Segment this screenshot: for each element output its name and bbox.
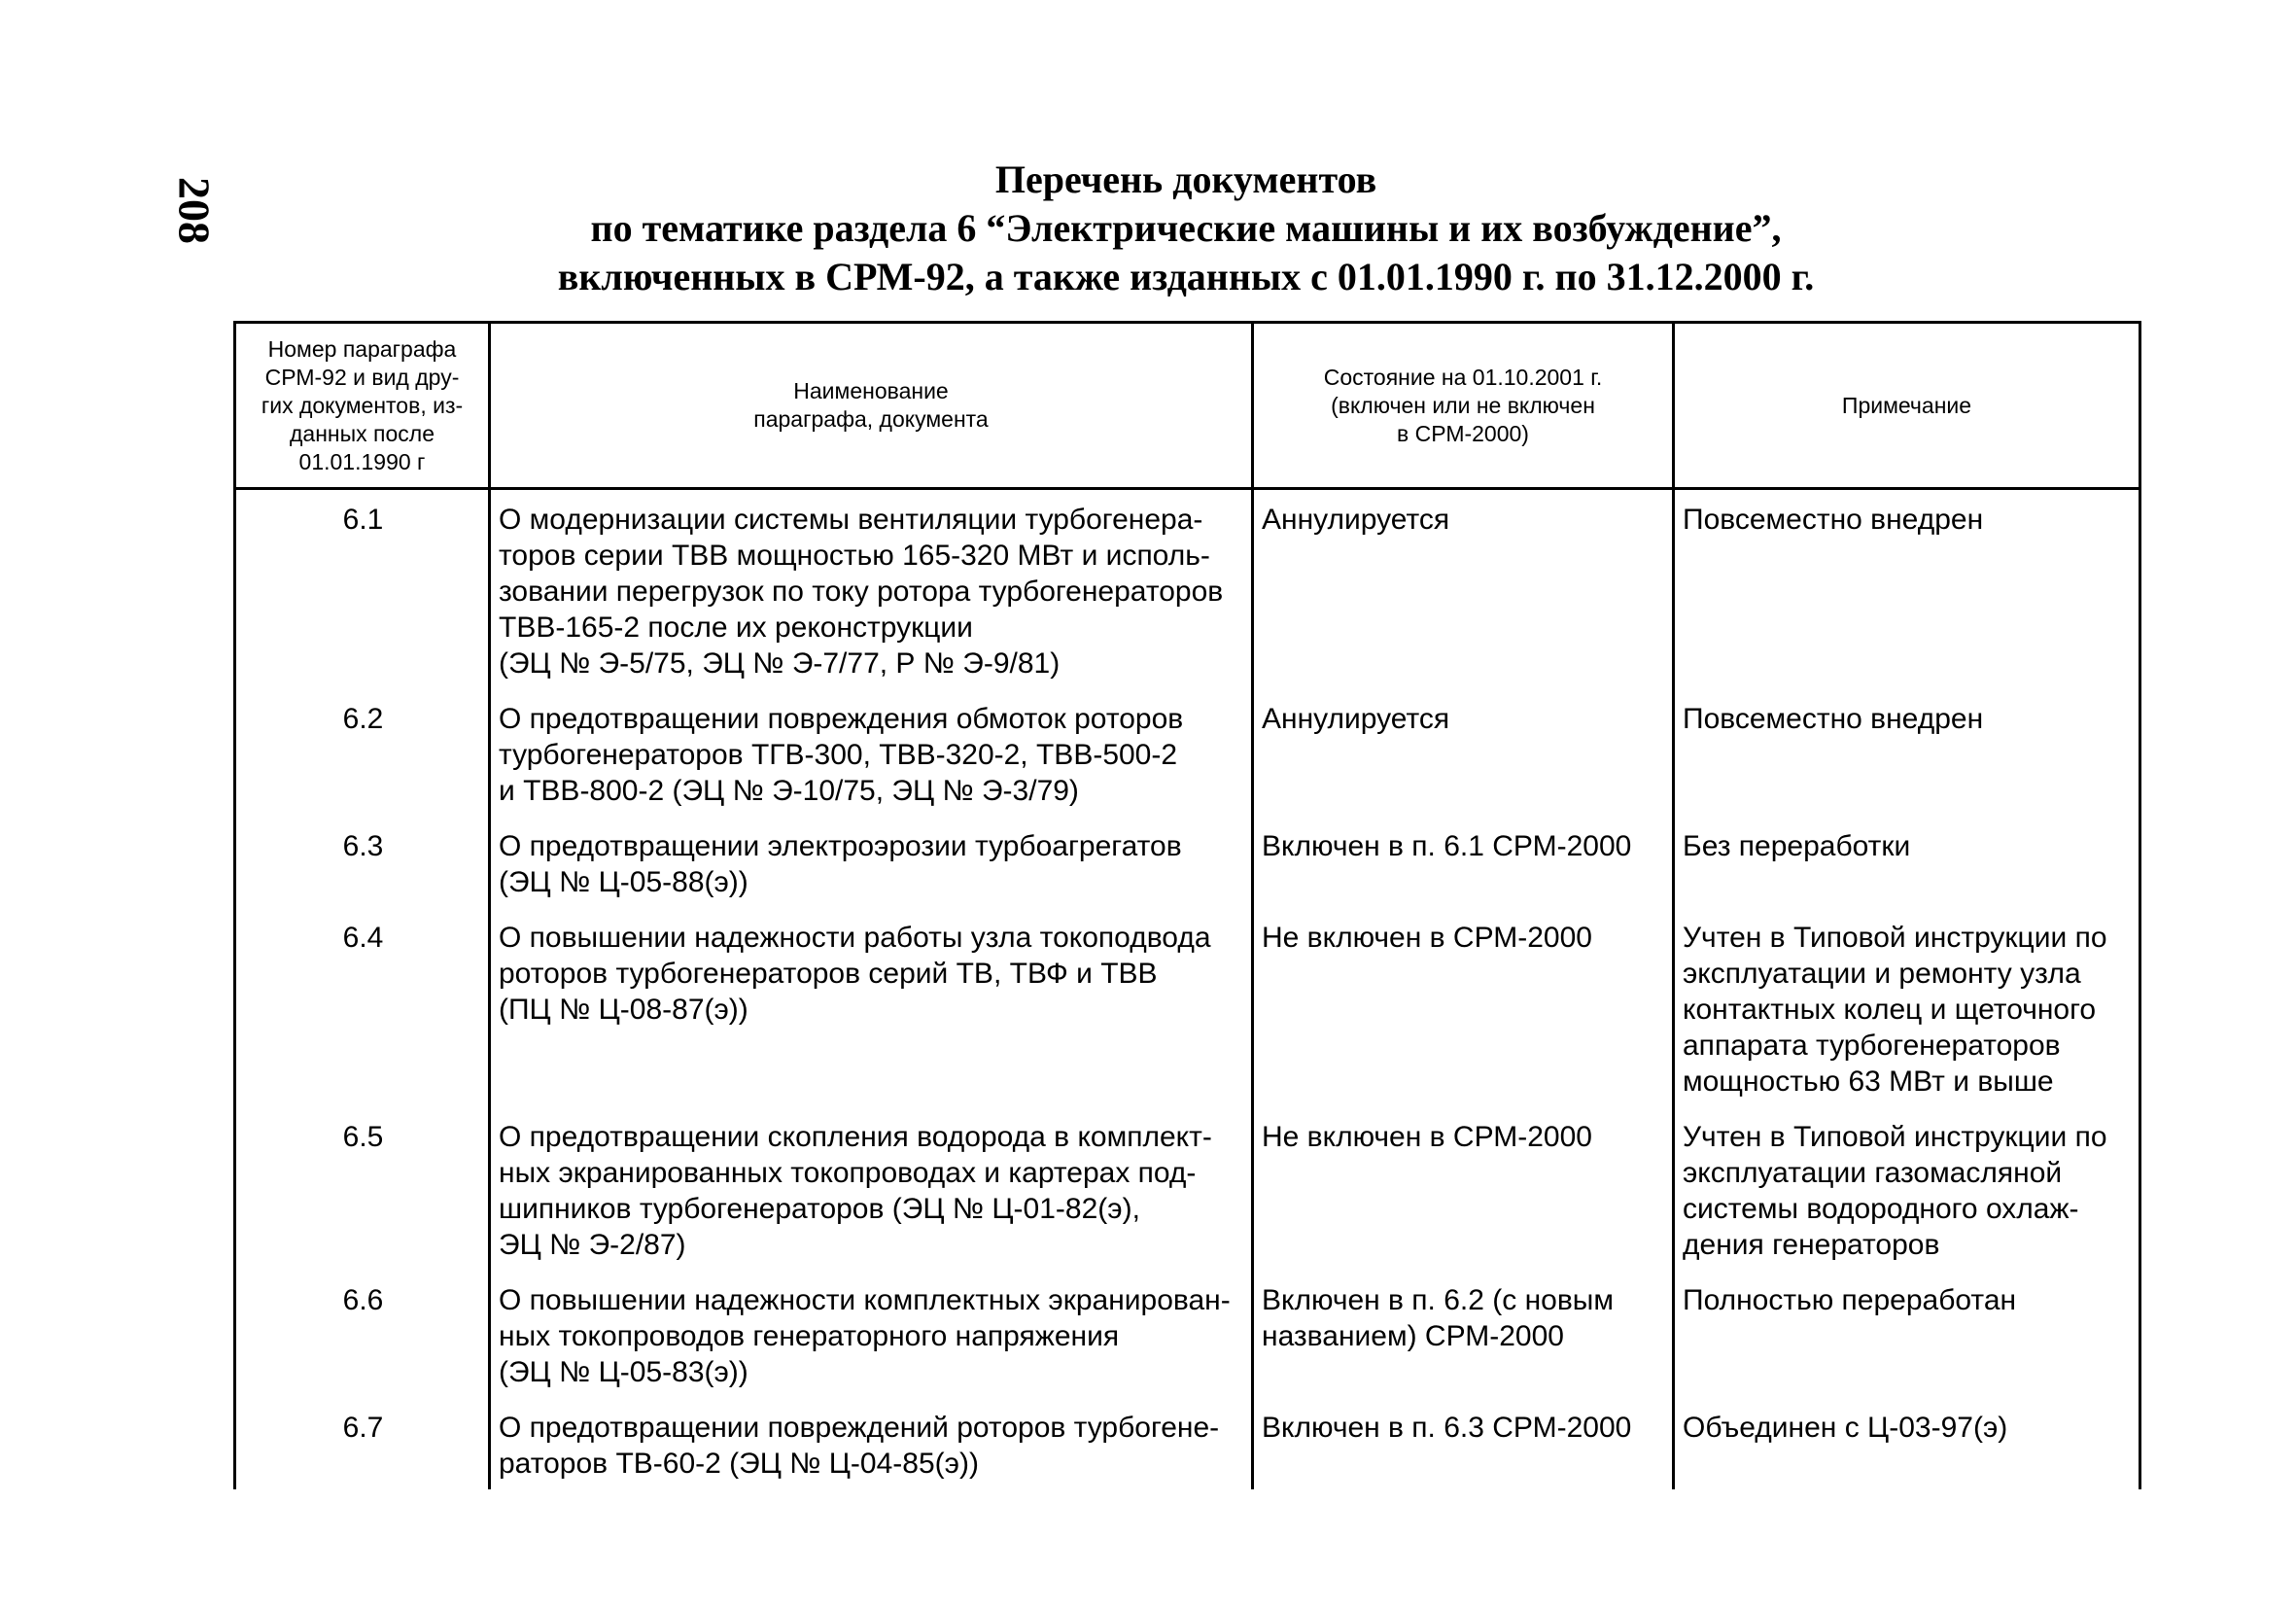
row-status bbox=[1253, 908, 1674, 1107]
table-row bbox=[235, 489, 2140, 690]
row-note-text: Учтен в Типовой инструкции по эксплуатации и ремонту узла контактных колец и щеточного аппарата турбогенераторов мощностью 63 МВт и выше bbox=[1683, 922, 2107, 1098]
header-note bbox=[1674, 323, 2140, 489]
table-row bbox=[235, 1398, 2140, 1489]
row-name-text: О предотвращении скопления водорода в комплект- ных экранированных токопроводах и картерах под- шипников турбогенераторов (ЭЦ № Ц-01-82(э), ЭЦ № Э-2/87) bbox=[499, 1121, 1212, 1261]
table-row bbox=[235, 689, 2140, 817]
row-status-text: Не включен в СРМ-2000 bbox=[1262, 1121, 1592, 1153]
row-status-text: Аннулируется bbox=[1262, 504, 1450, 536]
row-number: 6.4 bbox=[235, 908, 490, 1107]
row-name bbox=[490, 1271, 1253, 1398]
row-name-text: О повышении надежности работы узла токоподвода роторов турбогенераторов серий ТВ, ТВФ и ТВВ (ПЦ № Ц-08-87(э)) bbox=[499, 922, 1211, 1026]
row-status-text: Включен в п. 6.2 (с новым названием) СРМ-2000 bbox=[1262, 1284, 1614, 1352]
row-name-text: О повышении надежности комплектных экранирован- ных токопроводов генераторного напряжения (ЭЦ № Ц-05-83(э)) bbox=[499, 1284, 1231, 1388]
table-row bbox=[235, 908, 2140, 1107]
header-text: Примечание bbox=[1841, 392, 1972, 418]
row-name-text: О предотвращении электроэрозии турбоагрегатов (ЭЦ № Ц-05-88(э)) bbox=[499, 830, 1182, 898]
header-name bbox=[490, 323, 1253, 489]
row-status bbox=[1253, 817, 1674, 908]
row-note-text: Учтен в Типовой инструкции по эксплуатации газомасляной системы водородного охлаж- дения генераторов bbox=[1683, 1121, 2107, 1261]
row-note bbox=[1674, 1271, 2140, 1398]
row-status-text: Включен в п. 6.3 СРМ-2000 bbox=[1262, 1412, 1632, 1444]
row-note bbox=[1674, 817, 2140, 908]
title-line-3: включенных в СРМ-92, а также изданных с 01.01.1990 г. по 31.12.2000 г. bbox=[557, 255, 1815, 298]
row-note bbox=[1674, 689, 2140, 817]
table-header-row bbox=[235, 323, 2140, 489]
table-row bbox=[235, 817, 2140, 908]
table-row bbox=[235, 1107, 2140, 1271]
row-status bbox=[1253, 1398, 1674, 1489]
row-status-text: Не включен в СРМ-2000 bbox=[1262, 922, 1592, 954]
title-line-2: по тематике раздела 6 “Электрические машины и их возбуждение”, bbox=[590, 206, 1782, 250]
table-row bbox=[235, 1271, 2140, 1398]
header-paragraph-number bbox=[235, 323, 490, 489]
row-note-text: Полностью переработан bbox=[1683, 1284, 2017, 1316]
row-name bbox=[490, 817, 1253, 908]
row-number: 6.7 bbox=[235, 1398, 490, 1489]
document-title bbox=[408, 156, 1964, 301]
row-number: 6.3 bbox=[235, 817, 490, 908]
row-note bbox=[1674, 1398, 2140, 1489]
row-number: 6.2 bbox=[235, 689, 490, 817]
documents-table bbox=[233, 321, 2141, 1489]
row-status bbox=[1253, 689, 1674, 817]
row-name bbox=[490, 1107, 1253, 1271]
row-name-text: О предотвращении повреждений роторов турбогене- раторов ТВ-60-2 (ЭЦ № Ц-04-85(э)) bbox=[499, 1412, 1220, 1480]
row-note-text: Объединен с Ц-03-97(э) bbox=[1683, 1412, 2008, 1444]
row-note bbox=[1674, 908, 2140, 1107]
row-note bbox=[1674, 489, 2140, 690]
row-name bbox=[490, 489, 1253, 690]
row-name bbox=[490, 1398, 1253, 1489]
row-note bbox=[1674, 1107, 2140, 1271]
row-status-text: Аннулируется bbox=[1262, 703, 1450, 735]
row-name bbox=[490, 689, 1253, 817]
row-note-text: Повсеместно внедрен bbox=[1683, 703, 1984, 735]
row-note-text: Без переработки bbox=[1683, 830, 1911, 862]
header-status bbox=[1253, 323, 1674, 489]
row-number: 6.6 bbox=[235, 1271, 490, 1398]
header-text: Наименование параграфа, документа bbox=[753, 378, 989, 432]
title-line-1: Перечень документов bbox=[994, 157, 1377, 201]
row-status bbox=[1253, 489, 1674, 690]
header-text: Номер параграфа СРМ-92 и вид дру- гих документов, из- данных после 01.01.1990 г bbox=[261, 335, 464, 474]
page-number: 208 bbox=[169, 177, 220, 244]
row-name bbox=[490, 908, 1253, 1107]
row-note-text: Повсеместно внедрен bbox=[1683, 504, 1984, 536]
row-number: 6.1 bbox=[235, 489, 490, 690]
row-status-text: Включен в п. 6.1 СРМ-2000 bbox=[1262, 830, 1632, 862]
row-name-text: О предотвращении повреждения обмоток роторов турбогенераторов ТГВ-300, ТВВ-320-2, ТВВ-500-2 и ТВВ-800-2 (ЭЦ № Э-10/75, ЭЦ № Э-3/79) bbox=[499, 703, 1184, 807]
row-name-text: О модернизации системы вентиляции турбогенера- торов серии ТВВ мощностью 165-320 МВт и исполь- зовании перегрузок по току ротора турбогенераторов ТВВ-165-2 после их реконструкции (ЭЦ № Э-5/75, ЭЦ № Э-7/77, Р № Э-9/81) bbox=[499, 504, 1224, 680]
row-status bbox=[1253, 1271, 1674, 1398]
header-text: Состояние на 01.10.2001 г. (включен или не включен в СРМ-2000) bbox=[1323, 364, 1603, 446]
row-status bbox=[1253, 1107, 1674, 1271]
row-number: 6.5 bbox=[235, 1107, 490, 1271]
